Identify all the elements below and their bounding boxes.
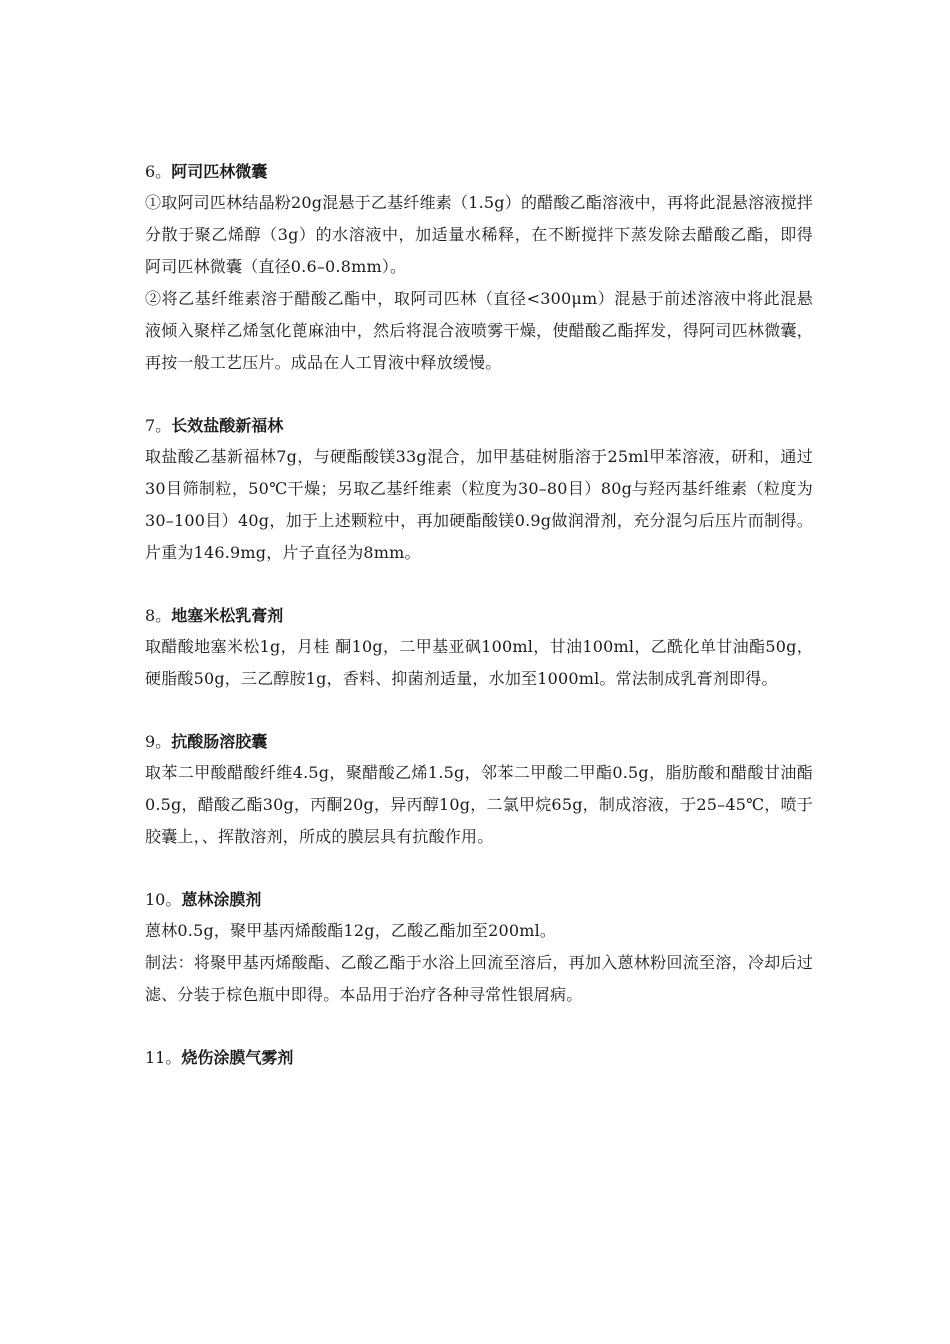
section-heading bbox=[145, 601, 813, 631]
paragraph: 取苯二甲酸醋酸纤维4.5g，聚醋酸乙烯1.5g，邻苯二甲酸二甲酯0.5g，脂肪酸和醋酸甘油酯0.5g，醋酸乙酯30g，丙酮20g，异丙醇10g，二氯甲烷65g，制成溶液，于25–45℃，喷于胶囊上，、挥散溶剂，所成的膜层具有抗酸作用。 bbox=[145, 763, 813, 846]
section-title: 阿司匹林微囊 bbox=[171, 162, 268, 181]
paragraph: 制法：将聚甲基丙烯酸酯、乙酸乙酯于水浴上回流至溶后，再加入蒽林粉回流至溶，冷却后过滤、分装于棕色瓶中即得。本品用于治疗各种寻常性银屑病。 bbox=[145, 953, 813, 1004]
section-number: 9。 bbox=[145, 732, 172, 751]
section-number: 10。 bbox=[145, 890, 182, 909]
section-long-acting-phenylephrine bbox=[145, 411, 813, 569]
section-heading bbox=[145, 157, 813, 187]
section-title: 蒽林涂膜剂 bbox=[181, 890, 262, 909]
section-heading bbox=[145, 411, 813, 441]
section-number: 11。 bbox=[145, 1048, 182, 1067]
section-title: 抗酸肠溶胶囊 bbox=[171, 732, 268, 751]
section-number: 6。 bbox=[145, 162, 172, 181]
section-heading bbox=[145, 885, 813, 915]
section-dexamethasone-cream bbox=[145, 601, 813, 695]
paragraph: ②将乙基纤维素溶于醋酸乙酯中，取阿司匹林（直径<300μm）混悬于前述溶液中将此混悬液倾入聚样乙烯氢化蓖麻油中，然后将混合液喷雾干燥，使醋酸乙酯挥发，得阿司匹林微囊，再按一般工艺压片。成品在人工胃液中释放缓慢。 bbox=[145, 289, 813, 372]
section-number: 8。 bbox=[145, 606, 172, 625]
section-burn-film-aerosol bbox=[145, 1043, 813, 1073]
paragraph: ①取阿司匹林结晶粉20g混悬于乙基纤维素（1.5g）的醋酸乙酯溶液中，再将此混悬溶液搅拌分散于聚乙烯醇（3g）的水溶液中，加适量水稀释，在不断搅拌下蒸发除去醋酸乙酯，即得阿司匹林微囊（直径0.6–0.8mm）。 bbox=[145, 193, 813, 276]
paragraph: 取盐酸乙基新福林7g，与硬酯酸镁33g混合，加甲基硅树脂溶于25ml甲苯溶液，研和，通过30目筛制粒，50℃干燥；另取乙基纤维素（粒度为30–80目）80g与羟丙基纤维素（粒度为30–100目）40g，加于上述颗粒中，再加硬酯酸镁0.9g做润滑剂，充分混匀后压片而制得。片重为146.9mg，片子直径为8mm。 bbox=[145, 447, 813, 562]
section-title: 烧伤涂膜气雾剂 bbox=[181, 1048, 294, 1067]
document-body bbox=[145, 157, 813, 1105]
section-title: 长效盐酸新福林 bbox=[171, 416, 284, 435]
section-number: 7。 bbox=[145, 416, 172, 435]
section-antacid-enteric-capsule bbox=[145, 727, 813, 853]
section-dithranol-film bbox=[145, 885, 813, 1011]
paragraph: 蒽林0.5g，聚甲基丙烯酸酯12g，乙酸乙酯加至200ml。 bbox=[145, 921, 557, 940]
section-heading bbox=[145, 1043, 813, 1073]
section-title: 地塞米松乳膏剂 bbox=[171, 606, 284, 625]
section-heading bbox=[145, 727, 813, 757]
paragraph: 取醋酸地塞米松1g，月桂 酮10g，二甲基亚砜100ml，甘油100ml，乙酰化单甘油酯50g，硬脂酸50g，三乙醇胺1g，香料、抑菌剂适量，水加至1000ml。常法制成乳膏剂即得。 bbox=[145, 637, 813, 688]
section-aspirin-microcapsule bbox=[145, 157, 813, 379]
